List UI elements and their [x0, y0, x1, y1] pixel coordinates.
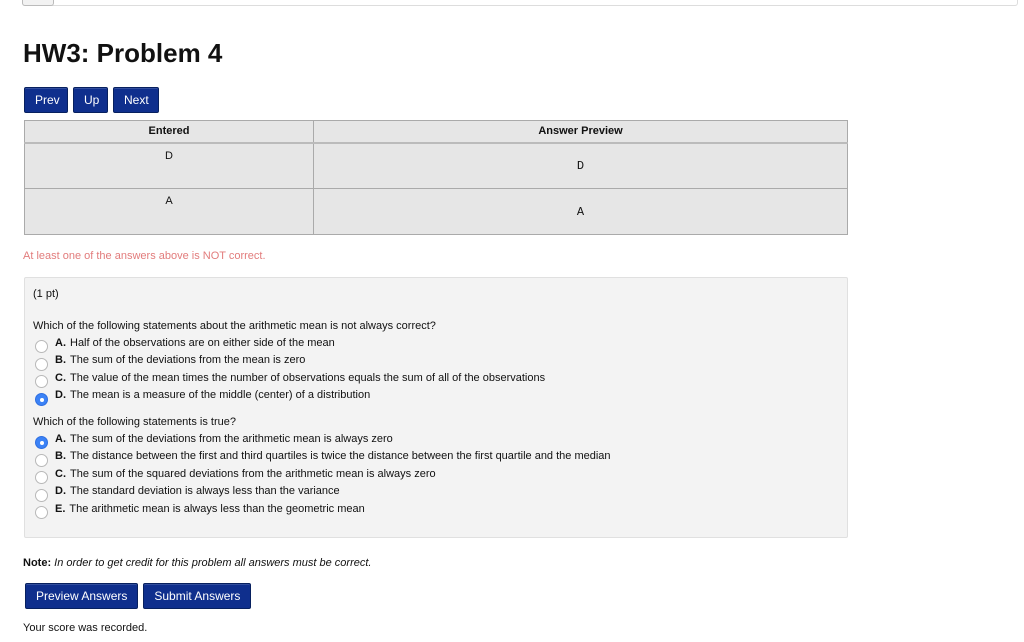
choice-text: The mean is a measure of the middle (center) of a distribution [70, 389, 371, 402]
points-label: (1 pt) [33, 288, 59, 300]
up-button[interactable]: Up [73, 87, 108, 113]
submit-answers-button[interactable]: Submit Answers [143, 583, 251, 609]
preview-cell: A [314, 189, 848, 235]
radio-button[interactable] [35, 489, 48, 502]
top-toolbar-button[interactable] [22, 0, 54, 6]
score-status: Your score was recorded. [23, 622, 148, 634]
question-1-choice-c[interactable] [35, 369, 839, 387]
incorrect-warning: At least one of the answers above is NOT correct. [23, 250, 266, 262]
question-1-text: Which of the following statements about the arithmetic mean is not always correct? [33, 320, 436, 332]
choice-text: The arithmetic mean is always less than the geometric mean [69, 502, 365, 515]
choice-letter: D. [55, 485, 66, 498]
choice-letter: B. [55, 354, 66, 367]
choice-letter: C. [55, 467, 66, 480]
choice-text: The distance between the first and third quartiles is twice the distance between the first quartile and the median [70, 450, 611, 463]
question-2-choice-e[interactable] [35, 500, 839, 518]
choice-text: Half of the observations are on either side of the mean [70, 336, 335, 349]
credit-note [23, 557, 371, 569]
choice-letter: A. [55, 336, 66, 349]
top-toolbar [22, 0, 1018, 6]
answer-preview-header: Answer Preview [314, 121, 848, 143]
radio-button[interactable] [35, 506, 48, 519]
choice-text: The sum of the deviations from the arithmetic mean is always zero [70, 432, 393, 445]
choice-text: The sum of the deviations from the mean is zero [70, 354, 306, 367]
question-2-choice-d[interactable] [35, 483, 839, 501]
question-2-text: Which of the following statements is true? [33, 416, 236, 428]
radio-button[interactable] [35, 454, 48, 467]
entered-cell: A [25, 189, 314, 235]
question-2-choice-c[interactable] [35, 465, 839, 483]
choice-text: The value of the mean times the number of observations equals the sum of all of the observations [70, 371, 546, 384]
table-row [25, 143, 848, 189]
radio-button-selected[interactable] [35, 393, 48, 406]
question-1-choice-b[interactable] [35, 352, 839, 370]
problem-nav [24, 87, 159, 113]
results-header-row [25, 121, 848, 143]
problem-body [24, 277, 848, 538]
next-button[interactable]: Next [113, 87, 159, 113]
radio-button[interactable] [35, 358, 48, 371]
question-1-choice-d[interactable] [35, 387, 839, 405]
results-table [24, 120, 848, 235]
choice-letter: B. [55, 450, 66, 463]
question-2-choice-b[interactable] [35, 448, 839, 466]
preview-answers-button[interactable]: Preview Answers [25, 583, 138, 609]
choice-letter: C. [55, 371, 66, 384]
choice-letter: E. [55, 502, 66, 515]
table-row [25, 189, 848, 235]
choice-text: The sum of the squared deviations from the arithmetic mean is always zero [70, 467, 436, 480]
prev-button[interactable]: Prev [24, 87, 68, 113]
entered-header: Entered [25, 121, 314, 143]
note-text: In order to get credit for this problem all answers must be correct. [54, 557, 372, 569]
choice-letter: D. [55, 389, 66, 402]
note-label: Note: [23, 557, 52, 569]
choice-letter: A. [55, 432, 66, 445]
entered-cell: D [25, 143, 314, 189]
question-1-choice-a[interactable] [35, 334, 839, 352]
choice-text: The standard deviation is always less than the variance [70, 485, 340, 498]
page-title: HW3: Problem 4 [23, 38, 223, 68]
answer-actions [25, 583, 251, 609]
preview-cell: D [314, 143, 848, 189]
question-2-choice-a[interactable] [35, 430, 839, 448]
